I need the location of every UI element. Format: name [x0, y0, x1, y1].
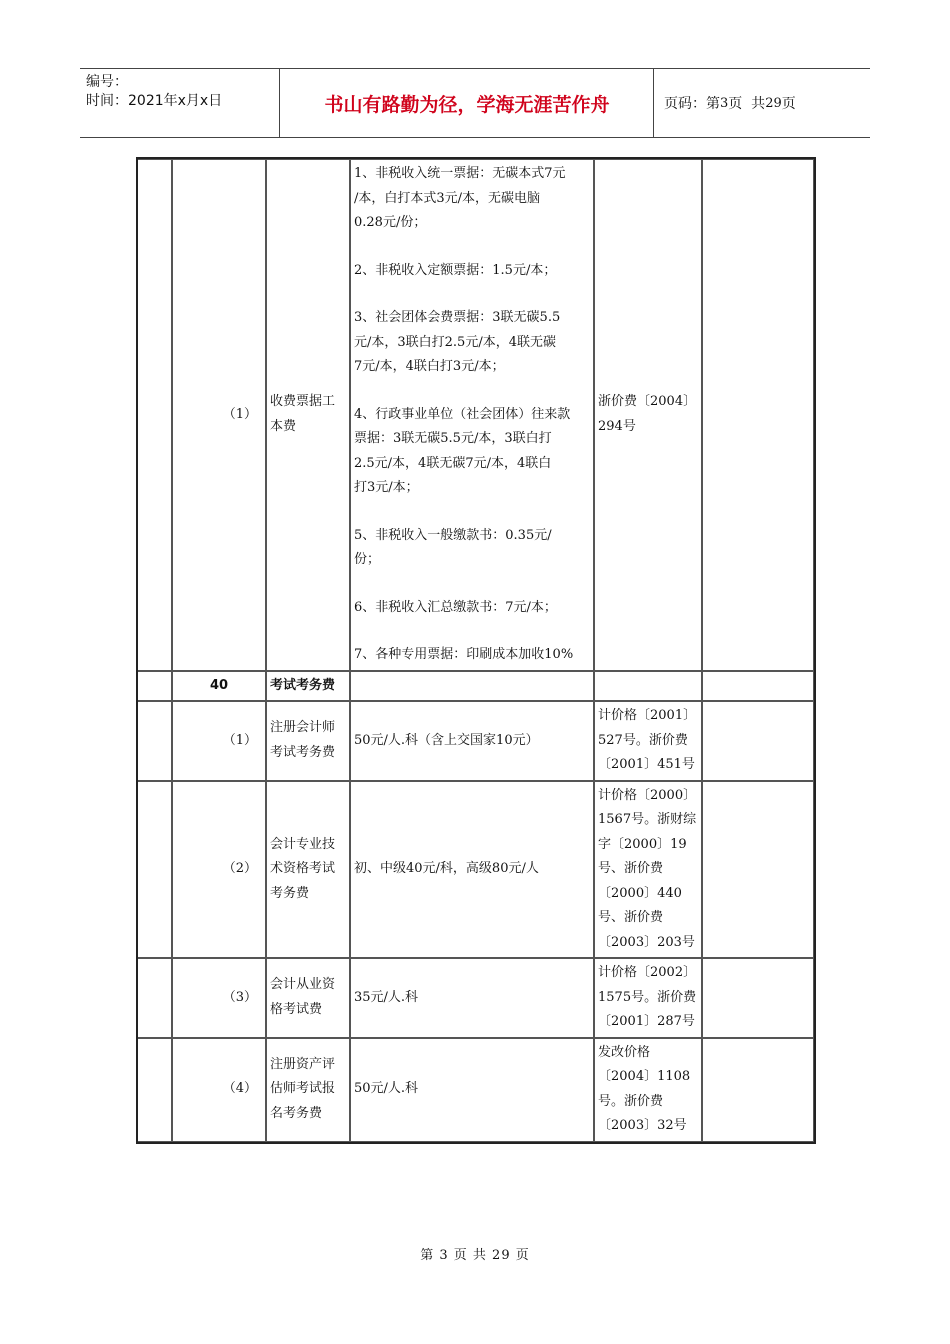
header-page-number — [654, 69, 870, 137]
standard-line: 1、非税收入统一票据：无碳本式7元 — [354, 166, 566, 181]
standard-line: 2、非税收入定额票据：1.5元/本； — [354, 262, 557, 278]
fee-name: 会计专业技术资格考试考务费 — [266, 781, 350, 959]
standard-line: 2.5元/本，4联无碳7元/本，4联白 — [354, 455, 552, 471]
standard-line: 元/本，3联白打2.5元/本，4联无碳 — [354, 334, 556, 350]
table-row — [138, 159, 814, 671]
blank-cell — [138, 701, 172, 781]
fee-name: 注册会计师考试考务费 — [266, 701, 350, 781]
standard-line-blank — [354, 501, 590, 524]
fee-standard: 50元/人.科 — [350, 1038, 594, 1142]
blank-cell — [138, 958, 172, 1038]
standard-line: 0.28元/份； — [354, 215, 427, 230]
blank-cell — [138, 781, 172, 959]
page-suffix: 页 — [781, 96, 796, 112]
standard-line: /本，白打本式3元/本，无碳电脑 — [354, 190, 541, 206]
table-row — [138, 1038, 814, 1142]
standard-line: 5、非税收入一般缴款书：0.35元/ — [354, 527, 552, 543]
table-row — [138, 958, 814, 1038]
fee-basis: 浙价费〔2004〕294号 — [594, 159, 702, 671]
page-footer: 第 3 页 共 29 页 — [420, 1248, 530, 1263]
row-index: （2） — [172, 781, 266, 959]
blank-cell — [138, 159, 172, 671]
serial-label: 编号： — [86, 74, 128, 90]
time-label: 时间：2021年x月x日 — [86, 93, 223, 109]
row-index: （3） — [172, 958, 266, 1038]
blank-cell — [702, 159, 814, 671]
page-current: 3 — [720, 95, 729, 111]
fee-standard: 50元/人.科（含上交国家10元） — [350, 701, 594, 781]
row-index: （1） — [172, 701, 266, 781]
standard-line-blank — [354, 573, 590, 596]
blank-cell — [702, 1038, 814, 1142]
fee-basis: 计价格〔2000〕1567号。浙财综字〔2000〕19号、浙价费〔2000〕440号、浙价费〔2003〕203号 — [594, 781, 702, 959]
header-motto: 书山有路勤为径，学海无涯苦作舟 — [281, 69, 654, 137]
page-header — [80, 68, 870, 138]
standard-line: 份； — [354, 552, 381, 567]
standard-line: 票据：3联无碳5.5元/本，3联白打 — [354, 431, 552, 446]
fee-standard: 35元/人.科 — [350, 958, 594, 1038]
fee-standard: 初、中级40元/科，高级80元/人 — [350, 781, 594, 959]
standard-line-blank — [354, 620, 590, 643]
standard-line: 4、行政事业单位（社会团体）往来款 — [354, 406, 571, 422]
standard-line-blank — [354, 380, 590, 403]
row-index: （4） — [172, 1038, 266, 1142]
section-row — [138, 671, 814, 702]
standard-line: 7元/本，4联白打3元/本； — [354, 359, 505, 374]
blank-cell — [594, 671, 702, 702]
fee-table — [136, 157, 816, 1144]
standard-line: 6、非税收入汇总缴款书：7元/本； — [354, 599, 557, 615]
header-meta — [80, 69, 280, 137]
fee-basis: 计价格〔2001〕527号。浙价费〔2001〕451号 — [594, 701, 702, 781]
table-row — [138, 701, 814, 781]
fee-basis: 计价格〔2002〕1575号。浙价费〔2001〕287号 — [594, 958, 702, 1038]
row-index: （1） — [172, 159, 266, 671]
fee-name: 会计从业资格考试费 — [266, 958, 350, 1038]
standard-line-blank — [354, 236, 590, 259]
page-mid: 页 共 — [728, 96, 766, 112]
fee-basis: 发改价格〔2004〕1108号。浙价费〔2003〕32号 — [594, 1038, 702, 1142]
standard-line: 3、社会团体会费票据：3联无碳5.5 — [354, 310, 561, 325]
fee-name: 注册资产评估师考试报名考务费 — [266, 1038, 350, 1142]
table-row — [138, 781, 814, 959]
blank-cell — [702, 958, 814, 1038]
page-prefix: 页码：第 — [664, 96, 720, 112]
blank-cell — [702, 781, 814, 959]
blank-cell — [138, 1038, 172, 1142]
standard-line-blank — [354, 283, 590, 306]
blank-cell — [702, 671, 814, 702]
fee-standard — [350, 159, 594, 671]
blank-cell — [350, 671, 594, 702]
standard-line: 7、各种专用票据：印刷成本加收10% — [354, 647, 574, 662]
page-total: 29 — [765, 95, 782, 111]
standard-line: 打3元/本； — [354, 480, 419, 495]
section-title: 考试考务费 — [266, 671, 350, 702]
fee-name: 收费票据工本费 — [266, 159, 350, 671]
blank-cell — [138, 671, 172, 702]
fee-standard-lines — [354, 162, 590, 668]
blank-cell — [702, 701, 814, 781]
section-number: 40 — [172, 671, 266, 702]
